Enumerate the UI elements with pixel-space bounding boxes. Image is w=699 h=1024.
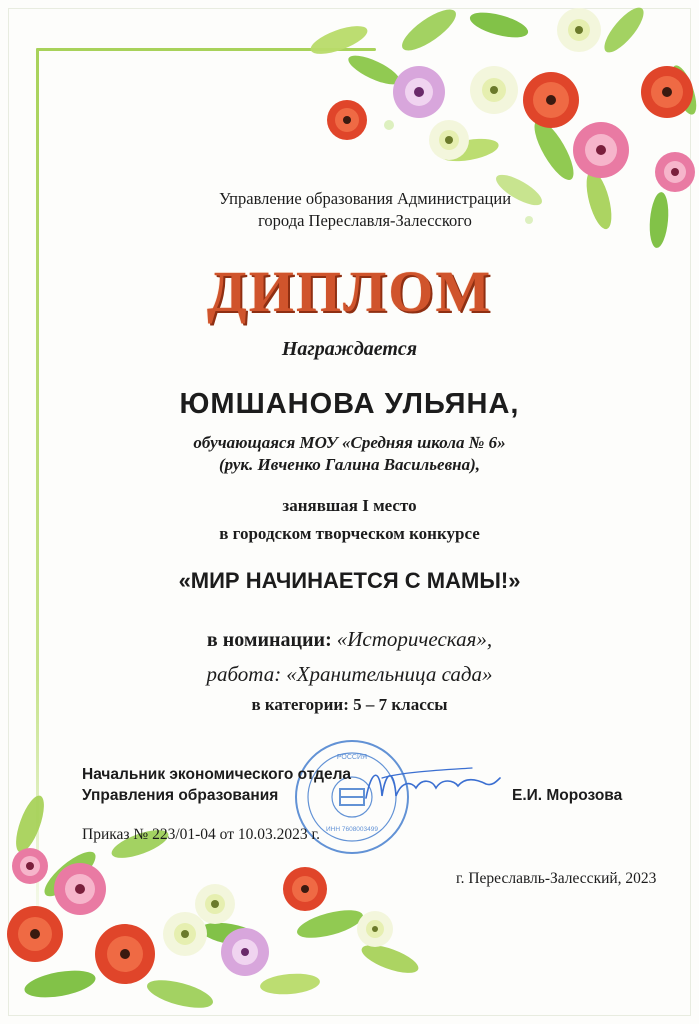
- place-and-year: г. Переславль-Залесский, 2023: [456, 870, 657, 887]
- achievement: [0, 492, 699, 548]
- signatory-name: Е.И. Морозова: [512, 787, 623, 804]
- contest-name: «МИР НАЧИНАЕТСЯ С МАМЫ!»: [178, 568, 521, 593]
- work-label: работа:: [206, 662, 282, 686]
- recipient-name: ЮМШАНОВА УЛЬЯНА,: [179, 388, 520, 420]
- work-value: «Хранительница сада»: [286, 662, 493, 686]
- work-line: [0, 657, 699, 692]
- signatory-position-line-1: Начальник экономического отдела: [82, 766, 352, 783]
- stamp-country: РОССИЯ: [336, 754, 368, 761]
- achievement-place: занявшая I место: [282, 496, 417, 515]
- order-reference: Приказ № 223/01-04 от 10.03.2023 г.: [82, 826, 320, 843]
- stamp-number: ИНН 7608003499: [325, 826, 379, 833]
- recipient-details: [0, 432, 699, 476]
- nomination-label: в номинации:: [206, 629, 332, 651]
- signatory-position-line-2: Управления образования: [82, 787, 279, 804]
- diploma-title: ДИПЛОМ: [206, 259, 493, 324]
- handwritten-signature: [362, 758, 502, 808]
- recipient-school: обучающаяся МОУ «Средняя школа № 6»: [193, 433, 506, 452]
- recipient-teacher: (рук. Ивченко Галина Васильевна),: [218, 455, 481, 474]
- achievement-context: в городском творческом конкурсе: [219, 524, 480, 543]
- organization-line-1: Управление образования Администрации: [218, 189, 512, 208]
- category: в категории: 5 – 7 классы: [251, 695, 448, 714]
- signatory-position: [82, 764, 351, 806]
- nomination-value: «Историческая»,: [336, 627, 493, 651]
- nomination-block: [0, 622, 699, 718]
- organization-name: [200, 188, 530, 232]
- organization-line-2: города Переславля-Залесского: [258, 211, 472, 230]
- awarded-label: Награждается: [281, 338, 418, 360]
- nomination-line: [0, 622, 699, 657]
